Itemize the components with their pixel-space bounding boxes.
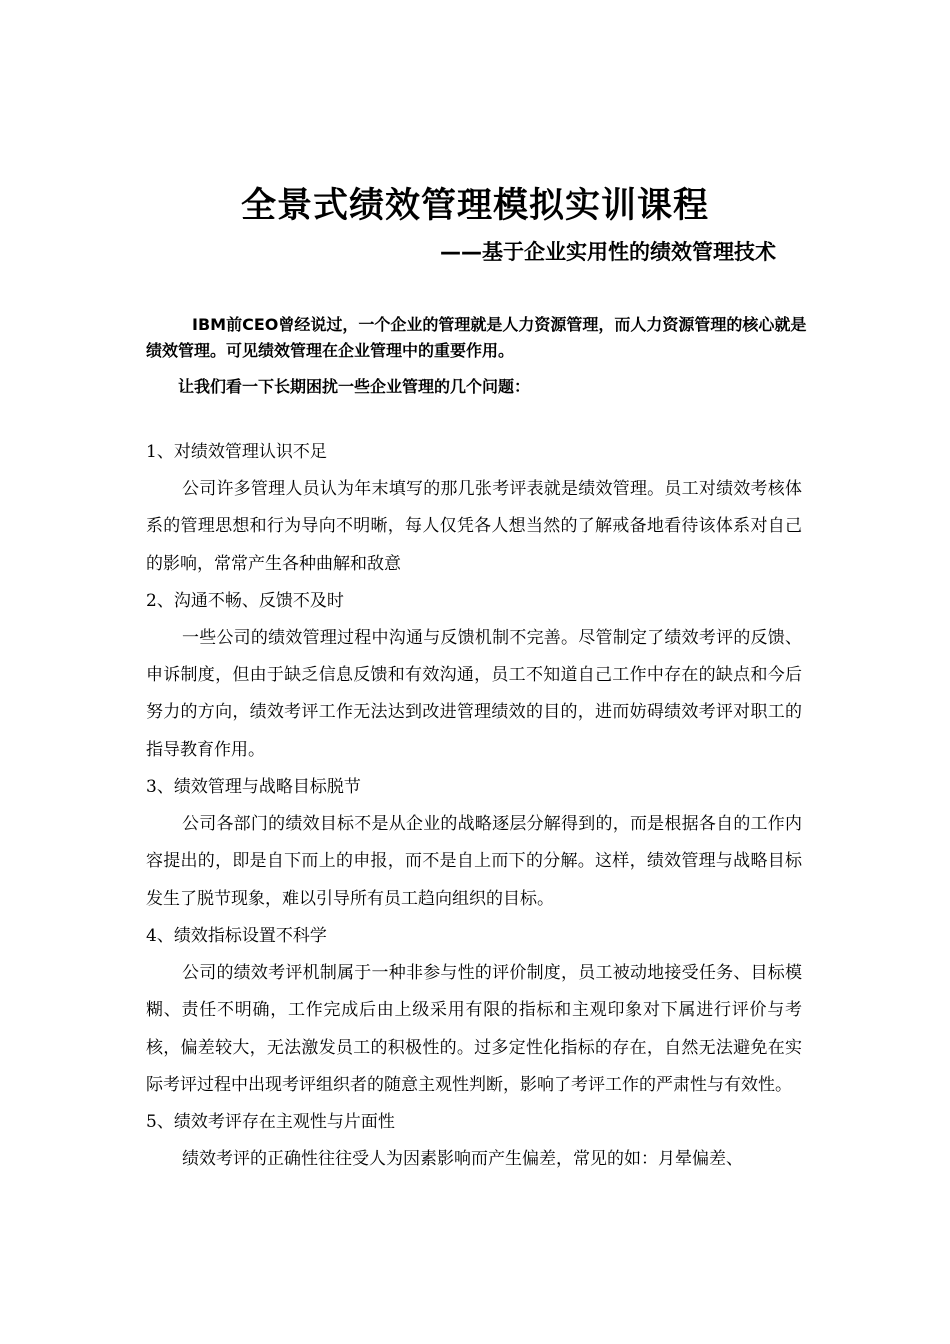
issue-item-4 bbox=[146, 918, 802, 1104]
issue-body: 一些公司的绩效管理过程中沟通与反馈机制不完善。尽管制定了绩效考评的反馈、申诉制度，但由于缺乏信息反馈和有效沟通，员工不知道自己工作中存在的缺点和今后努力的方向，绩效考评工作无法达到改进管理绩效的目的，进而妨碍绩效考评对职工的指导教育作用。 bbox=[146, 627, 802, 760]
document-subtitle: ——基于企业实用性的绩效管理技术 bbox=[440, 240, 776, 264]
issue-item-3 bbox=[146, 769, 802, 918]
issue-body: 绩效考评的正确性往往受人为因素影响而产生偏差，常见的如：月晕偏差、 bbox=[182, 1149, 743, 1170]
intro-question-lead: 让我们看一下长期困扰一些企业管理的几个问题： bbox=[178, 377, 531, 396]
issue-list bbox=[146, 434, 802, 1178]
issue-heading: 5、绩效考评存在主观性与片面性 bbox=[146, 1112, 395, 1133]
issue-heading: 3、绩效管理与战略目标脱节 bbox=[146, 777, 361, 798]
issue-item-5 bbox=[146, 1104, 802, 1178]
issue-item-1 bbox=[146, 434, 802, 583]
issue-body: 公司的绩效考评机制属于一种非参与性的评价制度，员工被动地接受任务、目标模糊、责任不明确，工作完成后由上级采用有限的指标和主观印象对下属进行评价与考核，偏差较大，无法激发员工的积极性的。过多定性化指标的存在，自然无法避免在实际考评过程中出现考评组织者的随意主观性判断，影响了考评工作的严肃性与有效性。 bbox=[146, 962, 802, 1095]
issue-body: 公司各部门的绩效目标不是从企业的战略逐层分解得到的，而是根据各自的工作内容提出的，即是自下而上的申报，而不是自上而下的分解。这样，绩效管理与战略目标发生了脱节现象，难以引导所有员工趋向组织的目标。 bbox=[146, 814, 802, 909]
intro-paragraph: IBM前CEO曾经说过，一个企业的管理就是人力资源管理，而人力资源管理的核心就是绩效管理。可见绩效管理在企业管理中的重要作用。 bbox=[146, 315, 807, 360]
document-title: 全景式绩效管理模拟实训课程 bbox=[240, 186, 709, 226]
issue-heading: 2、沟通不畅、反馈不及时 bbox=[146, 590, 344, 611]
issue-heading: 1、对绩效管理认识不足 bbox=[146, 442, 327, 462]
issue-body: 公司许多管理人员认为年末填写的那几张考评表就是绩效管理。员工对绩效考核体系的管理思想和行为导向不明晰，每人仅凭各人想当然的了解戒备地看待该体系对自己的影响，常常产生各种曲解和敌意 bbox=[146, 479, 802, 574]
issue-item-2 bbox=[146, 583, 802, 769]
issue-heading: 4、绩效指标设置不科学 bbox=[146, 925, 327, 946]
